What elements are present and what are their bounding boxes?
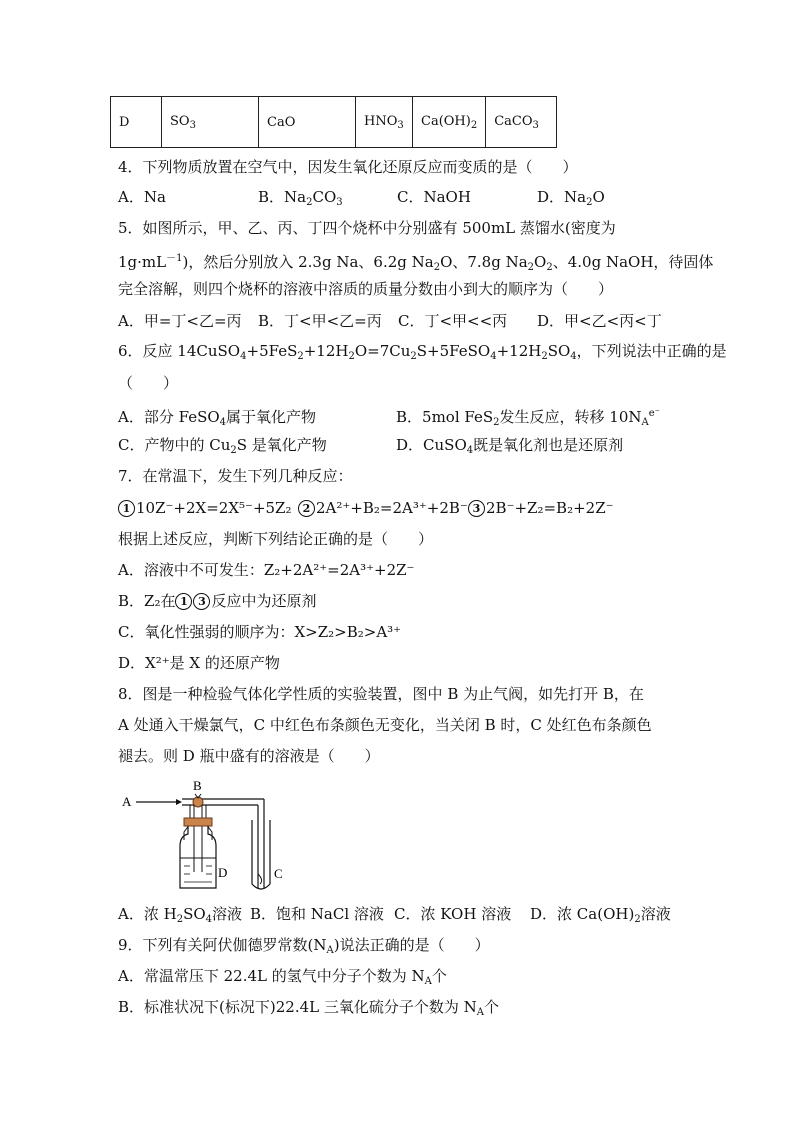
gas-apparatus-diagram bbox=[118, 780, 288, 892]
q7-reaction-3: 3 2B⁻+Z₂=B₂+2Z⁻ bbox=[468, 498, 614, 518]
q8-option-b: B．饱和 NaCl 溶液 bbox=[250, 905, 384, 923]
q7-question: 根据上述反应，判断下列结论正确的是（ ） bbox=[118, 530, 434, 548]
q6-option-c: C．产物中的 $Cu_2S$ 是氧化产物 bbox=[118, 436, 327, 456]
q8-option-c: C．浓 KOH 溶液 bbox=[394, 905, 512, 923]
q6-options-cd bbox=[118, 435, 623, 461]
q6-option-a: A．部分 FeSO$_4$属于氧化产物 bbox=[118, 408, 317, 428]
q8-line-1: 8．图是一种检验气体化学性质的实验装置，图中 B 为止气阀，如先打开 B，在 bbox=[118, 685, 644, 703]
q7-option-a: A．溶液中不可发生：Z₂+2A²⁺=2A³⁺+2Z⁻ bbox=[118, 561, 415, 579]
table-cell: $HNO_3$ bbox=[356, 97, 413, 148]
q5-line-2: $1g\cdot mL^{-1}$)，然后分别放入 2.3g Na、6.2g $Na_2O$、7.8g $Na_2O_2$、4.0g NaOH，待固体 bbox=[118, 253, 714, 273]
circled-number: 1 bbox=[118, 500, 135, 517]
label-a: A bbox=[122, 794, 132, 809]
q6-option-d: D．CuSO$_4$既是氧化剂也是还原剂 bbox=[396, 436, 624, 456]
q5-options bbox=[118, 311, 662, 331]
circled-number: 2 bbox=[298, 500, 315, 517]
q5-option-b: B．丁<甲<乙=丙 bbox=[258, 312, 382, 330]
q6-options-ab bbox=[118, 404, 660, 433]
q4-option-c: C．NaOH bbox=[397, 188, 471, 206]
options-table bbox=[110, 96, 557, 148]
table-cell: CaO bbox=[259, 97, 356, 148]
q7-stem: 7．在常温下，发生下列几种反应： bbox=[118, 467, 353, 485]
q5-option-a: A．甲=丁<乙=丙 bbox=[118, 312, 242, 330]
q4-option-a: A．Na bbox=[118, 188, 166, 206]
q8-option-a: A．浓 $H_2SO_4$溶液 bbox=[118, 905, 243, 925]
q4-option-b: B．$Na_2CO_3$ bbox=[258, 188, 343, 208]
circled-number: 1 bbox=[175, 593, 192, 610]
q9-option-a: A．常温常压下 22.4L 的氢气中分子个数为 $N_A$个 bbox=[118, 967, 447, 987]
q7-option-b: B．Z₂在 1 3 反应中为还原剂 bbox=[118, 592, 317, 610]
q8-line-3: 褪去。则 D 瓶中盛有的溶液是（ ） bbox=[118, 747, 380, 765]
q5-line-3: 完全溶解，则四个烧杯的溶液中溶质的质量分数由小到大的顺序为（ ） bbox=[118, 280, 614, 298]
q7-option-c: C．氧化性强弱的顺序为：X>Z₂>B₂>A³⁺ bbox=[118, 623, 402, 641]
circled-number: 3 bbox=[193, 593, 210, 610]
q6-option-b: B．5mol FeS$_2$发生反应，转移 $10N_A^{e^-}$ bbox=[396, 408, 660, 428]
q7-reactions bbox=[118, 498, 614, 518]
circled-number: 3 bbox=[468, 500, 485, 517]
q8-options bbox=[118, 904, 671, 930]
q8-option-d: D．浓 $Ca(OH)_2$溶液 bbox=[530, 905, 671, 925]
table-cell: $Ca(OH)_2$ bbox=[413, 97, 486, 148]
q7-option-d: D．X²⁺是 X 的还原产物 bbox=[118, 654, 280, 672]
q9-stem: 9．下列有关阿伏伽德罗常数$(N_A)$说法正确的是（ ） bbox=[118, 936, 490, 956]
table-cell: $SO_3$ bbox=[162, 97, 259, 148]
q4-stem: 4．下列物质放置在空气中，因发生氧化还原反应而变质的是（ ） bbox=[118, 158, 578, 176]
label-c: C bbox=[274, 866, 283, 881]
label-b: B bbox=[193, 780, 202, 793]
q9-option-b: B．标准状况下(标况下)22.4L 三氧化硫分子个数为 $N_A$个 bbox=[118, 998, 499, 1018]
table-cell: D bbox=[111, 97, 162, 148]
q8-line-2: A 处通入干燥氯气，C 中红色布条颜色无变化，当关闭 B 时，C 处红色布条颜色 bbox=[118, 716, 652, 734]
table-row bbox=[111, 97, 557, 148]
q5-line-1: 5．如图所示，甲、乙、丙、丁四个烧杯中分别盛有 500mL 蒸馏水(密度为 bbox=[118, 219, 616, 237]
q4-options bbox=[118, 187, 605, 213]
q5-option-d: D．甲<乙<丙<丁 bbox=[537, 312, 662, 330]
q6-line-1: 6．反应 $14CuSO_4+5FeS_2+12H_2O=7Cu_2S+5FeSO_4+12H_2SO_4$，下列说法中正确的是 bbox=[118, 342, 727, 362]
q6-line-2: （ ） bbox=[118, 374, 179, 392]
q7-reaction-2: 2 2A²⁺+B₂=2A³⁺+2B⁻ bbox=[298, 498, 468, 518]
label-d: D bbox=[218, 865, 228, 880]
q4-option-d: D．$Na_2O$ bbox=[537, 188, 605, 208]
table-cell: CaCO$_3$ bbox=[486, 97, 557, 148]
q7-reaction-1: 1 10Z⁻+2X=2X⁵⁻+5Z₂ bbox=[118, 498, 298, 518]
q5-option-c: C．丁<甲<<丙 bbox=[398, 312, 508, 330]
